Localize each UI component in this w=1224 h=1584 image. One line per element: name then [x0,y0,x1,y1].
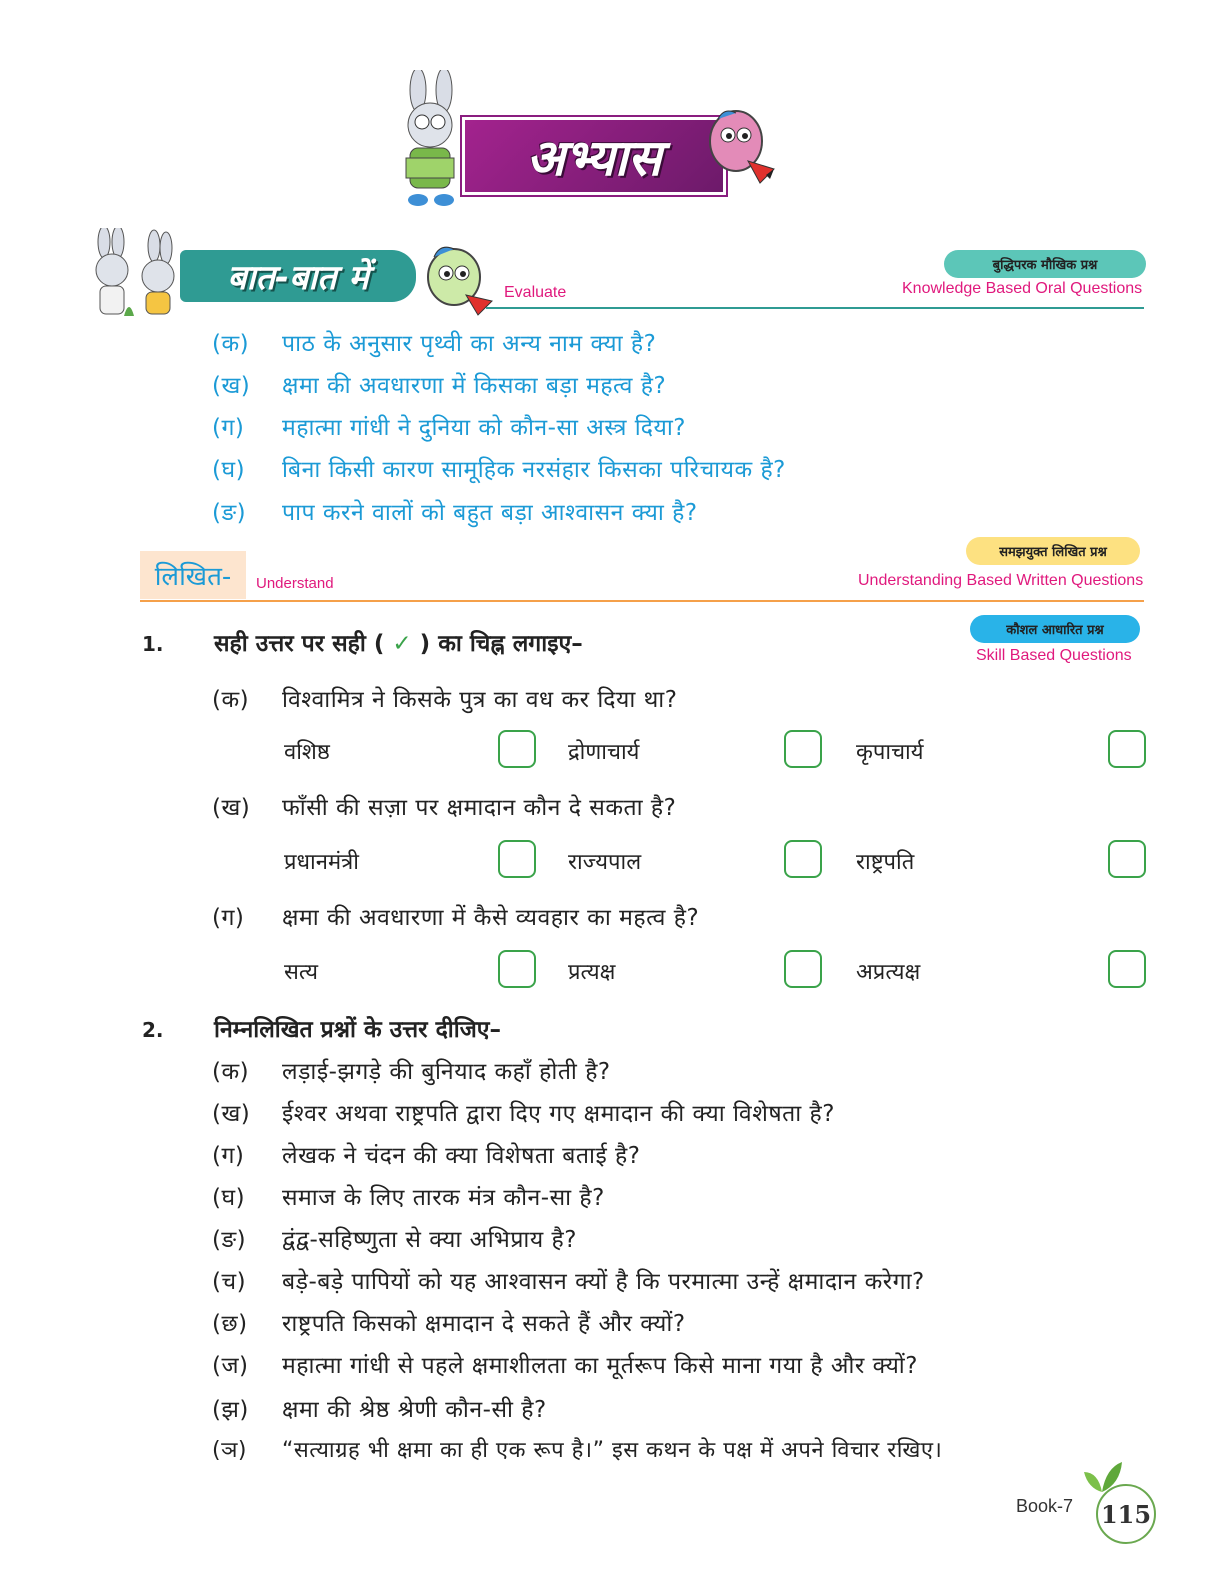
mcq-option-label: सत्य [284,960,319,985]
question-heading: निम्नलिखित प्रश्नों के उत्तर दीजिए– [214,1017,501,1043]
written-question-type-badge: समझयुक्त लिखित प्रश्न [966,537,1140,565]
book-label: Book-7 [1016,1496,1074,1516]
understand-label: Understand [256,575,334,592]
list-item: (घ) समाज के लिए तारक मंत्र कौन-सा है? [212,1185,605,1211]
question-number: 1. [142,632,164,656]
list-item: (ग) महात्मा गांधी ने दुनिया को कौन-सा अस्त्र दिया? [212,415,686,441]
evaluate-label: Evaluate [504,284,567,301]
mcq-question: (क) विश्वामित्र ने किसके पुत्र का वध कर दिया था? [212,687,678,713]
mcq-option-label: वशिष्ठ [284,740,330,765]
list-item: (ख) ईश्वर अथवा राष्ट्रपति द्वारा दिए गए क्षमादान की क्या विशेषता है? [212,1101,835,1127]
written-question-type-subtitle: Understanding Based Written Questions [858,572,1144,589]
skill-question-type-badge: कौशल आधारित प्रश्न [970,615,1140,643]
list-item: (घ) बिना किसी कारण सामूहिक नरसंहार किसका परिचायक है? [212,457,786,483]
mcq-option-label: कृपाचार्य [856,740,924,765]
list-item: (क) लड़ाई-झगड़े की बुनियाद कहाँ होती है? [212,1059,611,1085]
list-item: (झ) क्षमा की श्रेष्ठ श्रेणी कौन-सी है? [212,1397,547,1423]
mcq-question: (ख) फाँसी की सज़ा पर क्षमादान कौन दे सकता है? [212,795,677,821]
oral-question-type-subtitle: Knowledge Based Oral Questions [902,280,1143,297]
rabbit-reading-illustration [388,70,472,212]
oral-question-type-badge: बुद्धिपरक मौखिक प्रश्न [944,250,1146,278]
check-icon: ✓ [392,631,412,657]
mcq-option-checkbox[interactable] [784,950,822,988]
list-item: (ञ) “सत्याग्रह भी क्षमा का ही एक रूप है।” इस कथन के पक्ष में अपने विचार रखिए। [212,1438,943,1463]
mcq-option-checkbox[interactable] [498,950,536,988]
mcq-option-checkbox[interactable] [784,840,822,878]
mcq-option-checkbox[interactable] [1108,840,1146,878]
mcq-option-checkbox[interactable] [498,840,536,878]
skill-question-type-subtitle: Skill Based Questions [976,647,1132,664]
mcq-option-label: अप्रत्यक्ष [856,960,921,985]
written-divider [140,600,1144,602]
rabbits-illustration [74,228,184,328]
exercise-title: अभ्यास [526,129,662,187]
mcq-option-label: राष्ट्रपति [856,850,915,875]
mcq-option-checkbox[interactable] [498,730,536,768]
list-item: (ज) महात्मा गांधी से पहले क्षमाशीलता का मूर्तरूप किसे माना गया है और क्यों? [212,1353,918,1379]
pencil-mascot-icon [704,105,778,185]
exercise-banner [462,117,726,195]
oral-section-banner [180,250,416,302]
page-number: 115 [1096,1484,1156,1544]
list-item: (छ) राष्ट्रपति किसको क्षमादान दे सकते हैं और क्यों? [212,1311,686,1337]
mcq-option-label: प्रधानमंत्री [284,850,359,875]
question-heading: सही उत्तर पर सही ( ✓ ) का चिह्न लगाइए– [214,631,583,657]
mcq-option-checkbox[interactable] [784,730,822,768]
oral-section-title: बात-बात में [227,258,369,298]
list-item: (च) बड़े-बड़े पापियों को यह आश्वासन क्यों है कि परमात्मा उन्हें क्षमादान करेगा? [212,1269,925,1295]
list-item: (ग) लेखक ने चंदन की क्या विशेषता बताई है? [212,1143,641,1169]
list-item: (ङ) द्वंद्व-सहिष्णुता से क्या अभिप्राय है? [212,1227,577,1253]
pencil-mascot-icon [424,243,496,317]
mcq-option-checkbox[interactable] [1108,950,1146,988]
list-item: (ख) क्षमा की अवधारणा में किसका बड़ा महत्व है? [212,373,667,399]
written-section-banner [140,551,246,599]
mcq-option-label: द्रोणाचार्य [568,740,640,765]
list-item: (क) पाठ के अनुसार पृथ्वी का अन्य नाम क्या है? [212,331,657,357]
mcq-option-checkbox[interactable] [1108,730,1146,768]
mcq-option-label: प्रत्यक्ष [568,960,616,985]
written-section-title: लिखित- [154,562,232,592]
mcq-option-label: राज्यपाल [568,850,642,875]
list-item: (ङ) पाप करने वालों को बहुत बड़ा आश्वासन क्या है? [212,500,698,526]
oral-divider [486,307,1144,309]
mcq-question: (ग) क्षमा की अवधारणा में कैसे व्यवहार का महत्व है? [212,905,700,931]
question-number: 2. [142,1018,164,1042]
